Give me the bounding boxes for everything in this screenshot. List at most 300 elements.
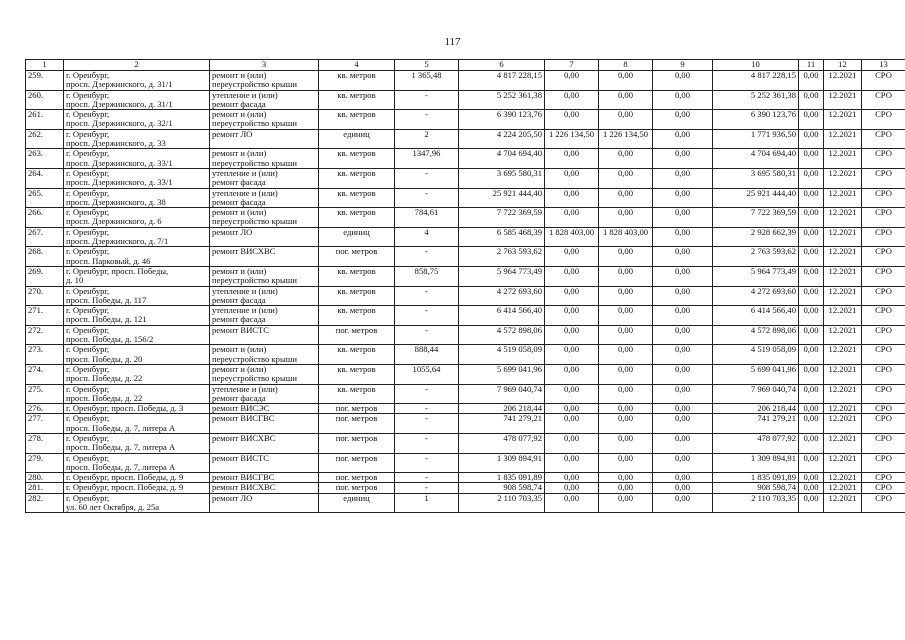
col8-cell: 0,00: [599, 493, 653, 513]
address-cell: [64, 208, 210, 228]
row-number: [26, 90, 64, 110]
col8-cell: 0,00: [599, 168, 653, 188]
table-row: [26, 404, 905, 414]
address-line: г. Оренбург,: [66, 433, 110, 443]
table-row: [26, 345, 905, 365]
total-cost-cell: 6 414 566,40: [459, 306, 545, 326]
unit-cell: пог. метров: [319, 433, 395, 453]
col7-cell: 0,00: [545, 493, 599, 513]
row-number: [26, 433, 64, 453]
work-type-line: переустройство крыши: [212, 216, 297, 227]
col10-cell: 5 252 361,38: [713, 90, 799, 110]
table-row: [26, 483, 905, 493]
funding-source-cell: СРО: [862, 345, 905, 365]
table-row: [26, 306, 905, 326]
table-row: [26, 414, 905, 434]
work-type-cell: [210, 433, 319, 453]
volume-cell: -: [395, 453, 459, 473]
work-type-cell: [210, 453, 319, 473]
col7-cell: 0,00: [545, 208, 599, 228]
row-number-text: 279.: [28, 453, 44, 463]
address-line: г. Оренбург,: [66, 148, 110, 159]
total-cost-cell: 5 964 773,49: [459, 266, 545, 286]
completion-date-cell: 12.2021: [824, 483, 862, 493]
work-type-line: переустройство крыши: [212, 373, 297, 384]
funding-source-cell: СРО: [862, 433, 905, 453]
work-type-cell: [210, 208, 319, 228]
col11-cell: 0,00: [799, 227, 824, 247]
address-line: д. 10: [66, 275, 84, 286]
funding-source-cell: СРО: [862, 306, 905, 326]
address-line: г. Оренбург,: [66, 207, 110, 218]
col11-cell: 0,00: [799, 325, 824, 345]
col10-cell: 3 695 580,31: [713, 168, 799, 188]
row-number-text: 265.: [28, 188, 44, 198]
volume-cell: -: [395, 110, 459, 130]
total-cost-cell: 5 252 361,38: [459, 90, 545, 110]
total-cost-cell: 206 218,44: [459, 404, 545, 414]
col7-cell: 0,00: [545, 306, 599, 326]
col10-cell: 1 309 894,91: [713, 453, 799, 473]
column-header-12: 12: [824, 60, 862, 71]
col10-cell: 5 699 041,96: [713, 364, 799, 384]
address-cell: [64, 90, 210, 110]
address-cell: [64, 404, 210, 414]
column-header-5: 5: [395, 60, 459, 71]
row-number-text: 273.: [28, 344, 44, 355]
total-cost-cell: 4 519 058,09: [459, 345, 545, 365]
unit-cell: единиц: [319, 129, 395, 149]
volume-cell: 858,75: [395, 266, 459, 286]
row-number-text: 266.: [28, 207, 44, 218]
col8-cell: 0,00: [599, 364, 653, 384]
total-cost-cell: 5 699 041,96: [459, 364, 545, 384]
col10-cell: 6 414 566,40: [713, 306, 799, 326]
col9-cell: 0,00: [653, 325, 713, 345]
unit-cell: кв. метров: [319, 266, 395, 286]
address-line: просп. Победы, д. 121: [66, 314, 147, 325]
address-line: просп. Победы, д. 117: [66, 294, 147, 305]
col9-cell: 0,00: [653, 168, 713, 188]
row-number-text: 275.: [28, 384, 44, 394]
col10-cell: 4 817 228,15: [713, 71, 799, 91]
row-number: [26, 168, 64, 188]
work-type-cell: [210, 227, 319, 247]
volume-cell: -: [395, 306, 459, 326]
work-type-line: ремонт и (или): [212, 109, 267, 120]
work-type-line: переустройство крыши: [212, 157, 297, 168]
address-line: г. Оренбург,: [66, 109, 110, 120]
col7-cell: 0,00: [545, 483, 599, 493]
address-line: г. Оренбург,: [66, 305, 110, 316]
col11-cell: 0,00: [799, 149, 824, 169]
volume-cell: -: [395, 483, 459, 493]
unit-cell: пог. метров: [319, 473, 395, 483]
address-line: г. Оренбург,: [66, 364, 110, 374]
address-cell: [64, 168, 210, 188]
address-cell: [64, 433, 210, 453]
total-cost-cell: 908 598,74: [459, 483, 545, 493]
address-line: г. Оренбург,: [66, 70, 110, 80]
col10-cell: 741 279,21: [713, 414, 799, 434]
col9-cell: 0,00: [653, 208, 713, 228]
col9-cell: 0,00: [653, 71, 713, 91]
work-type-line: ремонт ЛО: [212, 493, 253, 503]
work-type-line: утепление и (или): [212, 188, 278, 198]
address-line: просп. Дзержинского, д. 33/1: [66, 177, 173, 188]
work-type-line: ремонт фасада: [212, 314, 266, 325]
volume-cell: -: [395, 414, 459, 434]
col9-cell: 0,00: [653, 453, 713, 473]
address-line: г. Оренбург,: [66, 188, 110, 198]
address-line: просп. Победы, д. 22: [66, 373, 143, 384]
col11-cell: 0,00: [799, 453, 824, 473]
address-cell: [64, 266, 210, 286]
work-type-cell: [210, 247, 319, 267]
col11-cell: 0,00: [799, 188, 824, 208]
address-line: г. Оренбург,: [66, 129, 110, 139]
col10-cell: 908 598,74: [713, 483, 799, 493]
address-line: г. Оренбург,: [66, 344, 110, 355]
col8-cell: 0,00: [599, 306, 653, 326]
row-number-text: 260.: [28, 90, 44, 100]
col11-cell: 0,00: [799, 483, 824, 493]
total-cost-cell: 6 390 123,76: [459, 110, 545, 130]
work-type-line: ремонт ЛО: [212, 227, 253, 237]
col7-cell: 0,00: [545, 384, 599, 404]
funding-source-cell: СРО: [862, 414, 905, 434]
column-header-7: 7: [545, 60, 599, 71]
address-line: просп. Победы, д. 156/2: [66, 334, 154, 345]
total-cost-cell: 25 921 444,40: [459, 188, 545, 208]
address-line: просп. Победы, д. 7, литера А: [66, 422, 176, 433]
funding-source-cell: СРО: [862, 453, 905, 473]
work-type-cell: [210, 345, 319, 365]
col11-cell: 0,00: [799, 493, 824, 513]
work-type-line: ремонт ВИСГВС: [212, 413, 275, 424]
work-type-line: ремонт фасада: [212, 98, 266, 109]
row-number-text: 262.: [28, 129, 44, 139]
row-number-text: 259.: [28, 70, 44, 80]
volume-cell: 1347,96: [395, 149, 459, 169]
total-cost-cell: 4 272 693,60: [459, 286, 545, 306]
work-type-line: ремонт ВИСЭС: [212, 403, 270, 414]
unit-cell: кв. метров: [319, 110, 395, 130]
unit-cell: кв. метров: [319, 208, 395, 228]
completion-date-cell: 12.2021: [824, 345, 862, 365]
unit-cell: кв. метров: [319, 345, 395, 365]
volume-cell: -: [395, 90, 459, 110]
col10-cell: 6 390 123,76: [713, 110, 799, 130]
col7-cell: 0,00: [545, 364, 599, 384]
row-number: [26, 286, 64, 306]
row-number-text: 263.: [28, 148, 44, 159]
col11-cell: 0,00: [799, 433, 824, 453]
col11-cell: 0,00: [799, 71, 824, 91]
col8-cell: 0,00: [599, 149, 653, 169]
row-number: [26, 247, 64, 267]
volume-cell: -: [395, 188, 459, 208]
address-line: просп. Дзержинского, д. 7/1: [66, 236, 169, 247]
col11-cell: 0,00: [799, 404, 824, 414]
col8-cell: 0,00: [599, 384, 653, 404]
completion-date-cell: 12.2021: [824, 433, 862, 453]
address-cell: [64, 306, 210, 326]
col9-cell: 0,00: [653, 227, 713, 247]
volume-cell: -: [395, 325, 459, 345]
address-cell: [64, 129, 210, 149]
address-cell: [64, 71, 210, 91]
volume-cell: 1: [395, 493, 459, 513]
address-line: просп. Парковый, д. 46: [66, 255, 151, 266]
funding-source-cell: СРО: [862, 90, 905, 110]
work-type-cell: [210, 404, 319, 414]
row-number: [26, 345, 64, 365]
col9-cell: 0,00: [653, 414, 713, 434]
column-header-10: 10: [713, 60, 799, 71]
address-line: просп. Дзержинского, д. 32/1: [66, 118, 173, 129]
col8-cell: 1 828 403,00: [599, 227, 653, 247]
col8-cell: 0,00: [599, 266, 653, 286]
col10-cell: 478 077,92: [713, 433, 799, 453]
table-row: [26, 473, 905, 483]
table-row: [26, 227, 905, 247]
address-cell: [64, 325, 210, 345]
table-row: [26, 149, 905, 169]
unit-cell: кв. метров: [319, 364, 395, 384]
row-number-text: 264.: [28, 168, 44, 178]
completion-date-cell: 12.2021: [824, 473, 862, 483]
col9-cell: 0,00: [653, 266, 713, 286]
work-type-line: ремонт ВИСТС: [212, 325, 270, 335]
col11-cell: 0,00: [799, 473, 824, 483]
column-header-9: 9: [653, 60, 713, 71]
col11-cell: 0,00: [799, 266, 824, 286]
col8-cell: 0,00: [599, 325, 653, 345]
col7-cell: 0,00: [545, 473, 599, 483]
work-type-line: ремонт ВИСХВС: [212, 246, 276, 257]
col10-cell: 4 704 694,40: [713, 149, 799, 169]
col10-cell: 4 572 898,06: [713, 325, 799, 345]
work-type-line: ремонт и (или): [212, 148, 267, 159]
col11-cell: 0,00: [799, 208, 824, 228]
work-type-cell: [210, 266, 319, 286]
work-type-cell: [210, 188, 319, 208]
volume-cell: -: [395, 286, 459, 306]
work-type-cell: [210, 71, 319, 91]
col11-cell: 0,00: [799, 286, 824, 306]
column-header-6: 6: [459, 60, 545, 71]
col9-cell: 0,00: [653, 433, 713, 453]
table-row: [26, 129, 905, 149]
unit-cell: кв. метров: [319, 384, 395, 404]
address-line: просп. Дзержинского, д. 31/1: [66, 98, 173, 109]
completion-date-cell: 12.2021: [824, 71, 862, 91]
table-row: [26, 208, 905, 228]
work-type-cell: [210, 168, 319, 188]
col8-cell: 0,00: [599, 345, 653, 365]
address-cell: [64, 149, 210, 169]
work-type-line: ремонт фасада: [212, 392, 266, 403]
table-row: [26, 453, 905, 473]
completion-date-cell: 12.2021: [824, 384, 862, 404]
address-cell: [64, 345, 210, 365]
col7-cell: 0,00: [545, 168, 599, 188]
address-cell: [64, 414, 210, 434]
volume-cell: 1 365,48: [395, 71, 459, 91]
volume-cell: 1055,64: [395, 364, 459, 384]
unit-cell: единиц: [319, 227, 395, 247]
total-cost-cell: 7 969 040,74: [459, 384, 545, 404]
col11-cell: 0,00: [799, 110, 824, 130]
completion-date-cell: 12.2021: [824, 90, 862, 110]
work-type-cell: [210, 483, 319, 493]
address-line: просп. Дзержинского, д. 31/1: [66, 79, 173, 90]
address-cell: [64, 188, 210, 208]
total-cost-cell: 4 817 228,15: [459, 71, 545, 91]
completion-date-cell: 12.2021: [824, 188, 862, 208]
address-cell: [64, 483, 210, 493]
total-cost-cell: 4 704 694,40: [459, 149, 545, 169]
row-number-text: 268.: [28, 246, 44, 257]
work-type-line: ремонт ВИСХВС: [212, 482, 276, 493]
work-type-line: утепление и (или): [212, 305, 278, 316]
funding-source-cell: СРО: [862, 404, 905, 414]
col10-cell: 2 110 703,35: [713, 493, 799, 513]
address-line: г. Оренбург,: [66, 493, 110, 503]
completion-date-cell: 12.2021: [824, 414, 862, 434]
col9-cell: 0,00: [653, 345, 713, 365]
row-number: [26, 129, 64, 149]
work-type-line: переустройство крыши: [212, 118, 297, 129]
col7-cell: 0,00: [545, 453, 599, 473]
completion-date-cell: 12.2021: [824, 168, 862, 188]
work-type-line: утепление и (или): [212, 90, 278, 100]
volume-cell: -: [395, 168, 459, 188]
col8-cell: 0,00: [599, 247, 653, 267]
table-row: [26, 364, 905, 384]
col9-cell: 0,00: [653, 404, 713, 414]
unit-cell: кв. метров: [319, 71, 395, 91]
row-number: [26, 364, 64, 384]
address-line: просп. Дзержинского, д. 6: [66, 216, 162, 227]
completion-date-cell: 12.2021: [824, 110, 862, 130]
address-line: просп. Дзержинского, д. 38: [66, 196, 166, 207]
row-number: [26, 110, 64, 130]
col7-cell: 0,00: [545, 433, 599, 453]
total-cost-cell: 478 077,92: [459, 433, 545, 453]
col10-cell: 206 218,44: [713, 404, 799, 414]
table-row: [26, 286, 905, 306]
work-type-line: ремонт ВИСХВС: [212, 433, 276, 443]
work-type-cell: [210, 473, 319, 483]
completion-date-cell: 12.2021: [824, 325, 862, 345]
row-number: [26, 483, 64, 493]
col8-cell: 1 226 134,50: [599, 129, 653, 149]
table-row: [26, 493, 905, 513]
table-row: [26, 266, 905, 286]
row-number-text: 282.: [28, 493, 44, 503]
col7-cell: 1 828 403,00: [545, 227, 599, 247]
col10-cell: 2 928 662,39: [713, 227, 799, 247]
address-cell: [64, 473, 210, 483]
row-number-text: 261.: [28, 109, 44, 120]
row-number-text: 267.: [28, 227, 44, 237]
address-line: г. Оренбург,: [66, 227, 110, 237]
row-number-text: 272.: [28, 325, 44, 335]
row-number-text: 280.: [28, 472, 44, 483]
unit-cell: пог. метров: [319, 414, 395, 434]
row-number-text: 278.: [28, 433, 44, 443]
table-row: [26, 188, 905, 208]
row-number-text: 270.: [28, 286, 44, 296]
volume-cell: 2: [395, 129, 459, 149]
completion-date-cell: 12.2021: [824, 247, 862, 267]
completion-date-cell: 12.2021: [824, 129, 862, 149]
total-cost-cell: 1 835 091,89: [459, 473, 545, 483]
col8-cell: 0,00: [599, 71, 653, 91]
address-line: просп. Победы, д. 22: [66, 392, 143, 403]
col8-cell: 0,00: [599, 110, 653, 130]
funding-source-cell: СРО: [862, 247, 905, 267]
unit-cell: пог. метров: [319, 247, 395, 267]
row-number: [26, 208, 64, 228]
column-header-4: 4: [319, 60, 395, 71]
address-line: г. Оренбург, просп. Победы, д. 9: [66, 472, 184, 483]
unit-cell: кв. метров: [319, 90, 395, 110]
col7-cell: 0,00: [545, 90, 599, 110]
address-line: ул. 60 лет Октября, д. 25а: [66, 502, 160, 513]
col10-cell: 7 722 369,59: [713, 208, 799, 228]
table-row: [26, 71, 905, 91]
col11-cell: 0,00: [799, 168, 824, 188]
work-type-cell: [210, 110, 319, 130]
total-cost-cell: 7 722 369,59: [459, 208, 545, 228]
unit-cell: кв. метров: [319, 286, 395, 306]
funding-source-cell: СРО: [862, 149, 905, 169]
work-type-line: ремонт фасада: [212, 196, 266, 207]
address-cell: [64, 364, 210, 384]
funding-source-cell: СРО: [862, 168, 905, 188]
row-number-text: 277.: [28, 413, 44, 424]
volume-cell: -: [395, 384, 459, 404]
table-row: [26, 433, 905, 453]
address-cell: [64, 286, 210, 306]
column-header-13: 13: [862, 60, 905, 71]
col7-cell: 0,00: [545, 404, 599, 414]
total-cost-cell: 2 110 703,35: [459, 493, 545, 513]
work-type-line: переустройство крыши: [212, 353, 297, 364]
funding-source-cell: СРО: [862, 286, 905, 306]
total-cost-cell: 3 695 580,31: [459, 168, 545, 188]
table-row: [26, 325, 905, 345]
address-line: г. Оренбург,: [66, 168, 110, 178]
work-type-cell: [210, 149, 319, 169]
row-number: [26, 453, 64, 473]
address-line: просп. Победы, д. 7, литера А: [66, 442, 176, 453]
address-line: г. Оренбург, просп. Победы, д. 9: [66, 482, 184, 493]
work-type-line: ремонт фасада: [212, 177, 266, 188]
volume-cell: 784,61: [395, 208, 459, 228]
col8-cell: 0,00: [599, 453, 653, 473]
col9-cell: 0,00: [653, 384, 713, 404]
address-line: г. Оренбург, просп. Победы, д. 3: [66, 403, 184, 414]
unit-cell: пог. метров: [319, 404, 395, 414]
col11-cell: 0,00: [799, 364, 824, 384]
row-number: [26, 493, 64, 513]
row-number: [26, 473, 64, 483]
volume-cell: -: [395, 404, 459, 414]
